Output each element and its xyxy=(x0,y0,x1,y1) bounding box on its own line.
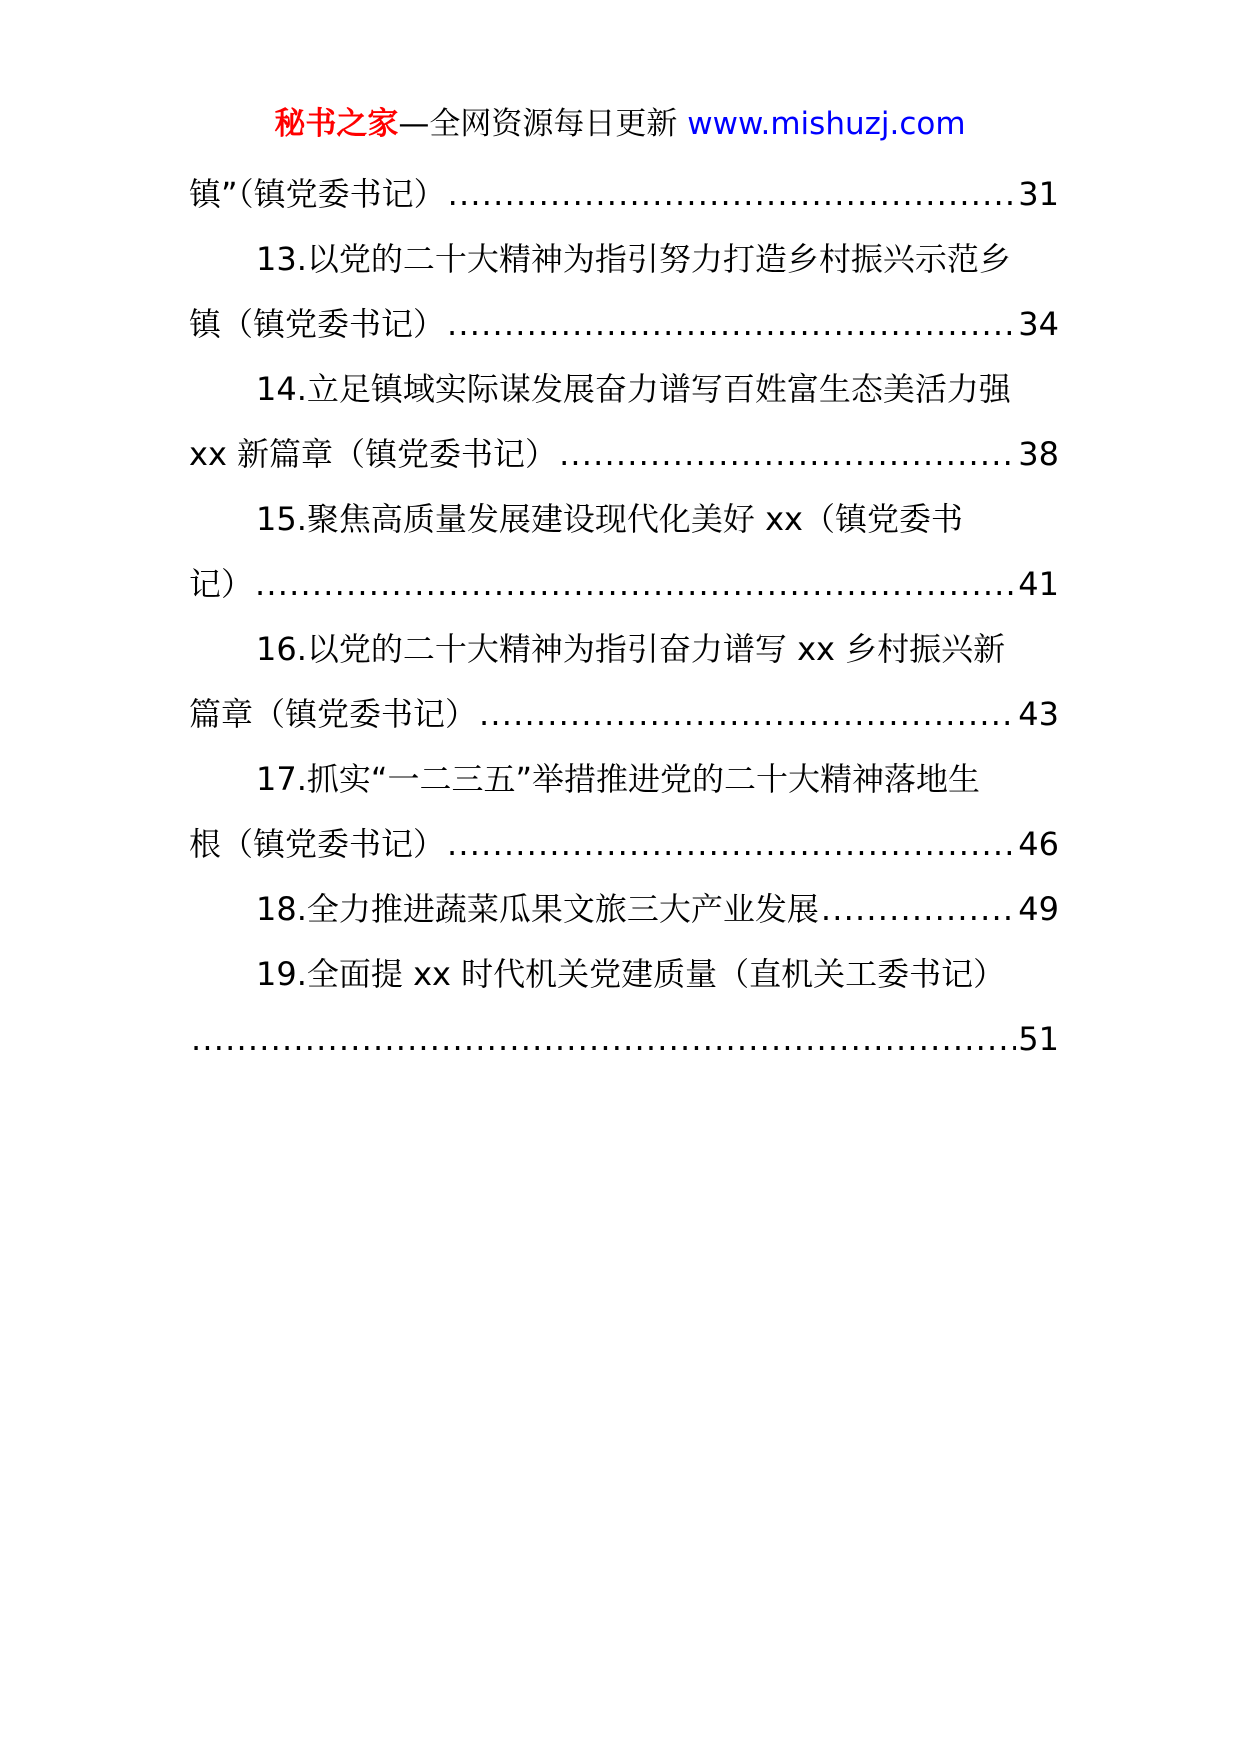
toc-page-number: 51 xyxy=(1018,1020,1059,1058)
toc-entry-text: 记） xyxy=(189,565,254,603)
toc-entry-text: 14.立足镇域实际谋发展奋力谱写百姓富生态美活力强 xyxy=(256,370,1011,408)
toc-line[interactable] xyxy=(189,812,1059,877)
toc-page-number: 43 xyxy=(1018,695,1059,733)
toc-entry-text: 篇章（镇党委书记） xyxy=(189,695,478,733)
toc-entry-text: 16.以党的二十大精神为指引奋力谱写 xx 乡村振兴新 xyxy=(256,630,1006,668)
toc-page-number: 34 xyxy=(1018,305,1059,343)
toc-line[interactable] xyxy=(189,422,1059,487)
toc-line[interactable] xyxy=(189,877,1059,942)
toc-line[interactable] xyxy=(189,747,1059,812)
dot-leader xyxy=(191,1007,1016,1072)
toc-entry-text: 15.聚焦高质量发展建设现代化美好 xx（镇党委书 xyxy=(256,500,963,538)
dot-leader xyxy=(447,292,1016,357)
toc-entry-text: 19.全面提 xx 时代机关党建质量（直机关工委书记） xyxy=(256,955,1006,993)
toc-line[interactable] xyxy=(189,682,1059,747)
dot-leader xyxy=(448,162,1017,227)
toc-entry-text: 17.抓实“一二三五”举措推进党的二十大精神落地生 xyxy=(256,760,981,798)
toc-line[interactable] xyxy=(189,552,1059,617)
dot-leader xyxy=(559,422,1016,487)
toc-page-number: 41 xyxy=(1018,565,1059,603)
site-url-link[interactable]: www.mishuzj.com xyxy=(687,106,966,142)
toc-line[interactable] xyxy=(189,1007,1059,1072)
toc-entry-text: 根（镇党委书记） xyxy=(189,825,446,863)
dot-leader xyxy=(479,682,1016,747)
toc-page-number: 46 xyxy=(1018,825,1059,863)
toc-entry-text: 13.以党的二十大精神为指引努力打造乡村振兴示范乡 xyxy=(256,240,1011,278)
dot-leader xyxy=(255,552,1016,617)
toc-line[interactable] xyxy=(189,487,1059,552)
toc-entry-text: 镇”（镇党委书记） xyxy=(189,175,446,213)
toc-entry-text: xx 新篇章（镇党委书记） xyxy=(189,435,558,473)
toc-line[interactable] xyxy=(189,357,1059,422)
toc-line[interactable] xyxy=(189,942,1059,1007)
toc-page-number: 31 xyxy=(1018,175,1059,213)
dot-leader xyxy=(821,877,1016,942)
brand-name: 秘书之家 xyxy=(274,106,399,142)
toc-entry-text: 镇（镇党委书记） xyxy=(189,305,446,343)
toc-page-number: 49 xyxy=(1018,890,1059,928)
toc-line[interactable] xyxy=(189,162,1059,227)
toc-line[interactable] xyxy=(189,227,1059,292)
dot-leader xyxy=(447,812,1016,877)
toc-line[interactable] xyxy=(189,617,1059,682)
table-of-contents xyxy=(189,162,1059,1072)
header-slogan: —全网资源每日更新 xyxy=(398,106,678,142)
toc-entry-text: 18.全力推进蔬菜瓜果文旅三大产业发展 xyxy=(256,890,819,928)
toc-page-number: 38 xyxy=(1018,435,1059,473)
page-header xyxy=(0,104,1240,144)
toc-line[interactable] xyxy=(189,292,1059,357)
